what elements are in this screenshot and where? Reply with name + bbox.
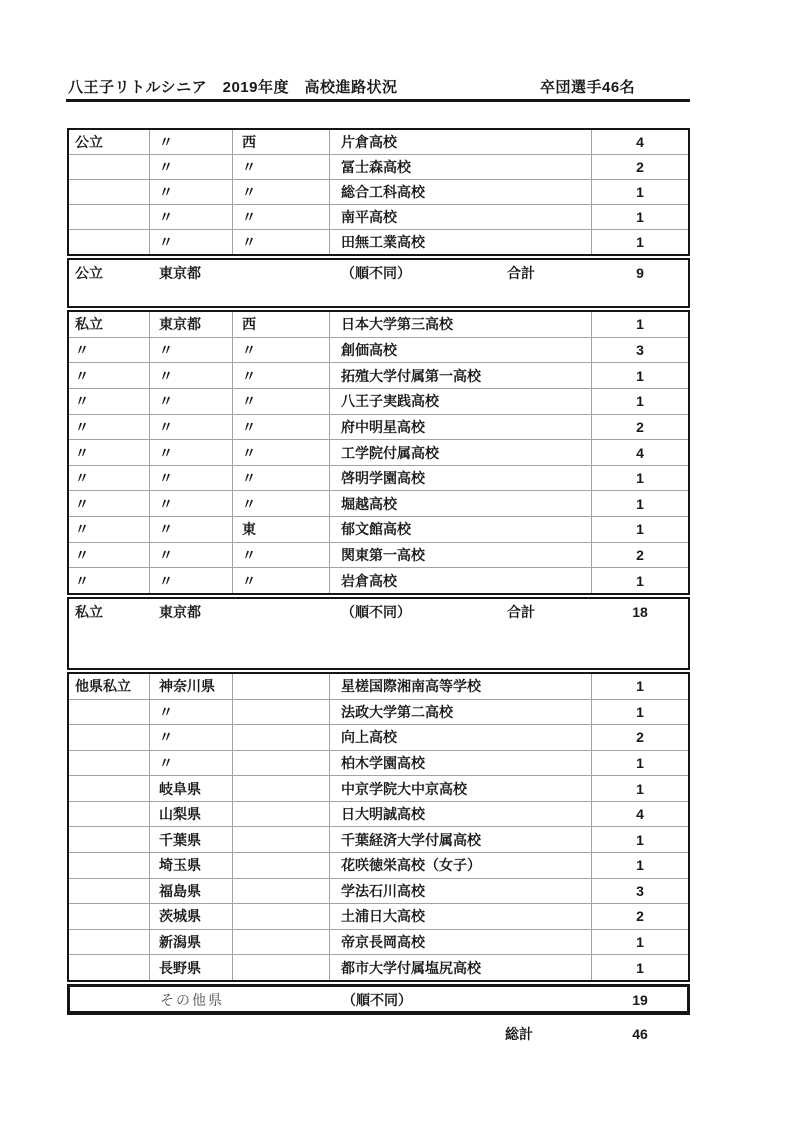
- cell-count: 4: [636, 134, 644, 150]
- cell-school: 日大明誠高校: [330, 802, 592, 827]
- cell-region: 〃: [233, 440, 330, 465]
- cell-school: 創価高校: [330, 338, 592, 363]
- cell-category: 公立: [69, 130, 150, 154]
- subtotal-value: 19: [632, 992, 648, 1008]
- cell-count: 1: [636, 703, 644, 720]
- table-row: [69, 801, 688, 827]
- table-row: [69, 154, 688, 179]
- summary-middle: [330, 260, 592, 286]
- cell-prefecture: 〃: [150, 491, 233, 516]
- cell-category: 〃: [69, 543, 150, 568]
- cell-prefecture: 〃: [150, 568, 233, 593]
- cell-prefecture: 〃: [150, 180, 233, 204]
- cell-school: 向上高校: [330, 725, 592, 750]
- cell-region: 〃: [233, 415, 330, 440]
- cell-count: 1: [636, 678, 644, 695]
- table-section-other-prefectures: [67, 672, 690, 982]
- summary-category: 公立: [75, 265, 103, 281]
- cell-count: 1: [636, 316, 644, 333]
- cell-prefecture: 〃: [150, 205, 233, 229]
- cell-category: [69, 879, 150, 904]
- cell-region: [233, 955, 330, 980]
- cell-prefecture: 〃: [150, 363, 233, 388]
- cell-prefecture: 〃: [150, 700, 233, 725]
- cell-count: 2: [636, 159, 644, 175]
- cell-count: 1: [636, 521, 644, 538]
- cell-prefecture: 〃: [150, 751, 233, 776]
- summary-box-other-prefectures: [67, 984, 690, 1015]
- cell-region: 〃: [233, 568, 330, 593]
- order-note: （順不同）: [342, 992, 412, 1008]
- table-row: [69, 414, 688, 440]
- header-underline: [66, 99, 690, 102]
- cell-category: [69, 776, 150, 801]
- cell-category: [69, 955, 150, 980]
- cell-region: 〃: [233, 230, 330, 254]
- cell-school: 都市大学付属塩尻高校: [330, 955, 592, 980]
- cell-school: 星槎国際湘南高等学校: [330, 674, 592, 699]
- cell-category: [69, 827, 150, 852]
- summary-box-private-tokyo: [67, 597, 690, 670]
- cell-category: [69, 700, 150, 725]
- cell-prefecture: 長野県: [150, 955, 233, 980]
- cell-school: 拓殖大学付属第一高校: [330, 363, 592, 388]
- cell-prefecture: 〃: [150, 389, 233, 414]
- cell-school: 片倉高校: [330, 130, 592, 154]
- table-row: [69, 312, 688, 337]
- summary-category: 私立: [75, 604, 103, 620]
- cell-prefecture: 〃: [150, 415, 233, 440]
- cell-school: 岩倉高校: [330, 568, 592, 593]
- cell-count: 1: [636, 209, 644, 225]
- cell-prefecture: 新潟県: [150, 930, 233, 955]
- cell-count: 1: [636, 393, 644, 410]
- summary-box-public-tokyo: [67, 258, 690, 308]
- table-row: [69, 439, 688, 465]
- page-title: 八王子リトルシニア 2019年度 高校進路状況: [68, 79, 398, 96]
- cell-school: 中京学院大中京高校: [330, 776, 592, 801]
- cell-prefecture: 〃: [150, 230, 233, 254]
- cell-category: 〃: [69, 568, 150, 593]
- summary-middle: [331, 987, 593, 1013]
- subtotal-value: 9: [636, 265, 644, 281]
- cell-count: 1: [636, 234, 644, 250]
- table-row: [69, 337, 688, 363]
- cell-count: 2: [636, 547, 644, 564]
- cell-count: 3: [636, 882, 644, 899]
- cell-school: 南平高校: [330, 205, 592, 229]
- cell-category: [69, 853, 150, 878]
- cell-prefecture: 〃: [150, 466, 233, 491]
- table-row: [69, 954, 688, 980]
- cell-region: 〃: [233, 205, 330, 229]
- table-row: [69, 724, 688, 750]
- summary-middle: [330, 599, 592, 625]
- cell-category: 〃: [69, 517, 150, 542]
- cell-school: 法政大学第二高校: [330, 700, 592, 725]
- cell-category: 〃: [69, 491, 150, 516]
- cell-count: 2: [636, 908, 644, 925]
- cell-school: 帝京長岡高校: [330, 930, 592, 955]
- cell-count: 1: [636, 857, 644, 874]
- cell-count: 1: [636, 470, 644, 487]
- cell-region: 西: [233, 312, 330, 337]
- cell-region: 東: [233, 517, 330, 542]
- cell-school: 工学院付属高校: [330, 440, 592, 465]
- cell-region: 〃: [233, 363, 330, 388]
- cell-school: 関東第一高校: [330, 543, 592, 568]
- table-row: [69, 516, 688, 542]
- cell-category: [69, 230, 150, 254]
- cell-prefecture: 岐阜県: [150, 776, 233, 801]
- cell-count: 1: [636, 495, 644, 512]
- table-row: [69, 542, 688, 568]
- cell-prefecture: 〃: [150, 130, 233, 154]
- cell-region: 〃: [233, 466, 330, 491]
- cell-prefecture: 〃: [150, 155, 233, 179]
- cell-region: [233, 827, 330, 852]
- cell-category: 〃: [69, 466, 150, 491]
- grand-total-value: 46: [632, 1026, 648, 1042]
- table-row: [69, 204, 688, 229]
- cell-school: 総合工科高校: [330, 180, 592, 204]
- cell-region: 西: [233, 130, 330, 154]
- table-row: [69, 674, 688, 699]
- cell-prefecture: 福島県: [150, 879, 233, 904]
- cell-school: 府中明星高校: [330, 415, 592, 440]
- cell-category: 〃: [69, 338, 150, 363]
- table-row: [69, 388, 688, 414]
- cell-count: 4: [636, 806, 644, 823]
- cell-region: [233, 700, 330, 725]
- cell-school: 冨士森高校: [330, 155, 592, 179]
- summary-prefecture: その他県: [160, 992, 224, 1008]
- table-row: [69, 362, 688, 388]
- grand-total-row: [67, 1021, 690, 1047]
- table-row: [69, 179, 688, 204]
- cell-region: [233, 751, 330, 776]
- order-note: （順不同）: [341, 265, 411, 281]
- graduates-count-label: 卒団選手46名: [540, 79, 636, 96]
- cell-prefecture: 〃: [150, 440, 233, 465]
- cell-count: 2: [636, 418, 644, 435]
- table-row: [69, 465, 688, 491]
- cell-region: [233, 802, 330, 827]
- cell-prefecture: 茨城県: [150, 904, 233, 929]
- table-row: [69, 229, 688, 254]
- table-row: [69, 750, 688, 776]
- table-section-public-tokyo: [67, 128, 690, 256]
- cell-prefecture: 千葉県: [150, 827, 233, 852]
- cell-region: [233, 674, 330, 699]
- cell-prefecture: 山梨県: [150, 802, 233, 827]
- cell-category: 〃: [69, 415, 150, 440]
- subtotal-label: 合計: [507, 265, 535, 281]
- cell-prefecture: 埼玉県: [150, 853, 233, 878]
- cell-school: 学法石川高校: [330, 879, 592, 904]
- cell-count: 1: [636, 959, 644, 976]
- summary-row: [70, 987, 687, 1013]
- cell-prefecture: 東京都: [150, 312, 233, 337]
- cell-region: 〃: [233, 389, 330, 414]
- cell-category: [69, 205, 150, 229]
- cell-category: [69, 904, 150, 929]
- summary-category: [70, 987, 151, 1013]
- cell-school: 郁文館高校: [330, 517, 592, 542]
- cell-count: 1: [636, 780, 644, 797]
- table-row: [69, 567, 688, 593]
- cell-school: 日本大学第三高校: [330, 312, 592, 337]
- cell-school: 堀越高校: [330, 491, 592, 516]
- cell-school: 千葉経済大学付属高校: [330, 827, 592, 852]
- cell-category: [69, 751, 150, 776]
- cell-category: [69, 180, 150, 204]
- cell-school: 花咲徳栄高校（女子）: [330, 853, 592, 878]
- cell-prefecture: 神奈川県: [150, 674, 233, 699]
- cell-prefecture: 〃: [150, 517, 233, 542]
- order-note: （順不同）: [341, 604, 411, 620]
- cell-category: 〃: [69, 389, 150, 414]
- cell-count: 1: [636, 572, 644, 589]
- summary-prefecture: 東京都: [159, 265, 201, 281]
- table-row: [69, 903, 688, 929]
- cell-count: 1: [636, 934, 644, 951]
- cell-region: [233, 930, 330, 955]
- table-section-private-tokyo: [67, 310, 690, 595]
- table-row: [69, 490, 688, 516]
- table-row: [69, 699, 688, 725]
- cell-count: 1: [636, 367, 644, 384]
- table-row: [69, 775, 688, 801]
- cell-region: [233, 725, 330, 750]
- cell-prefecture: 〃: [150, 543, 233, 568]
- cell-school: 田無工業高校: [330, 230, 592, 254]
- cell-count: 2: [636, 729, 644, 746]
- cell-category: [69, 725, 150, 750]
- cell-region: [233, 904, 330, 929]
- cell-school: 八王子実践高校: [330, 389, 592, 414]
- cell-category: [69, 802, 150, 827]
- table-row: [69, 929, 688, 955]
- cell-prefecture: 〃: [150, 725, 233, 750]
- subtotal-value: 18: [632, 604, 648, 620]
- grand-total-label: 総計: [505, 1026, 533, 1042]
- table-row: [69, 826, 688, 852]
- cell-category: 他県私立: [69, 674, 150, 699]
- cell-prefecture: 〃: [150, 338, 233, 363]
- cell-school: 柏木学園高校: [330, 751, 592, 776]
- cell-count: 1: [636, 831, 644, 848]
- summary-row: [69, 599, 688, 625]
- table-row: [69, 130, 688, 154]
- cell-count: 1: [636, 755, 644, 772]
- cell-region: 〃: [233, 338, 330, 363]
- cell-category: [69, 155, 150, 179]
- cell-region: 〃: [233, 543, 330, 568]
- cell-category: 〃: [69, 363, 150, 388]
- cell-count: 3: [636, 341, 644, 358]
- cell-category: [69, 930, 150, 955]
- cell-region: 〃: [233, 155, 330, 179]
- cell-count: 1: [636, 184, 644, 200]
- cell-region: 〃: [233, 491, 330, 516]
- cell-count: 4: [636, 444, 644, 461]
- cell-school: 土浦日大高校: [330, 904, 592, 929]
- cell-school: 啓明学園高校: [330, 466, 592, 491]
- cell-region: [233, 879, 330, 904]
- cell-category: 〃: [69, 440, 150, 465]
- cell-category: 私立: [69, 312, 150, 337]
- cell-region: 〃: [233, 180, 330, 204]
- table-row: [69, 852, 688, 878]
- table-row: [69, 878, 688, 904]
- cell-region: [233, 853, 330, 878]
- subtotal-label: 合計: [507, 604, 535, 620]
- cell-region: [233, 776, 330, 801]
- summary-prefecture: 東京都: [159, 604, 201, 620]
- summary-row: [69, 260, 688, 286]
